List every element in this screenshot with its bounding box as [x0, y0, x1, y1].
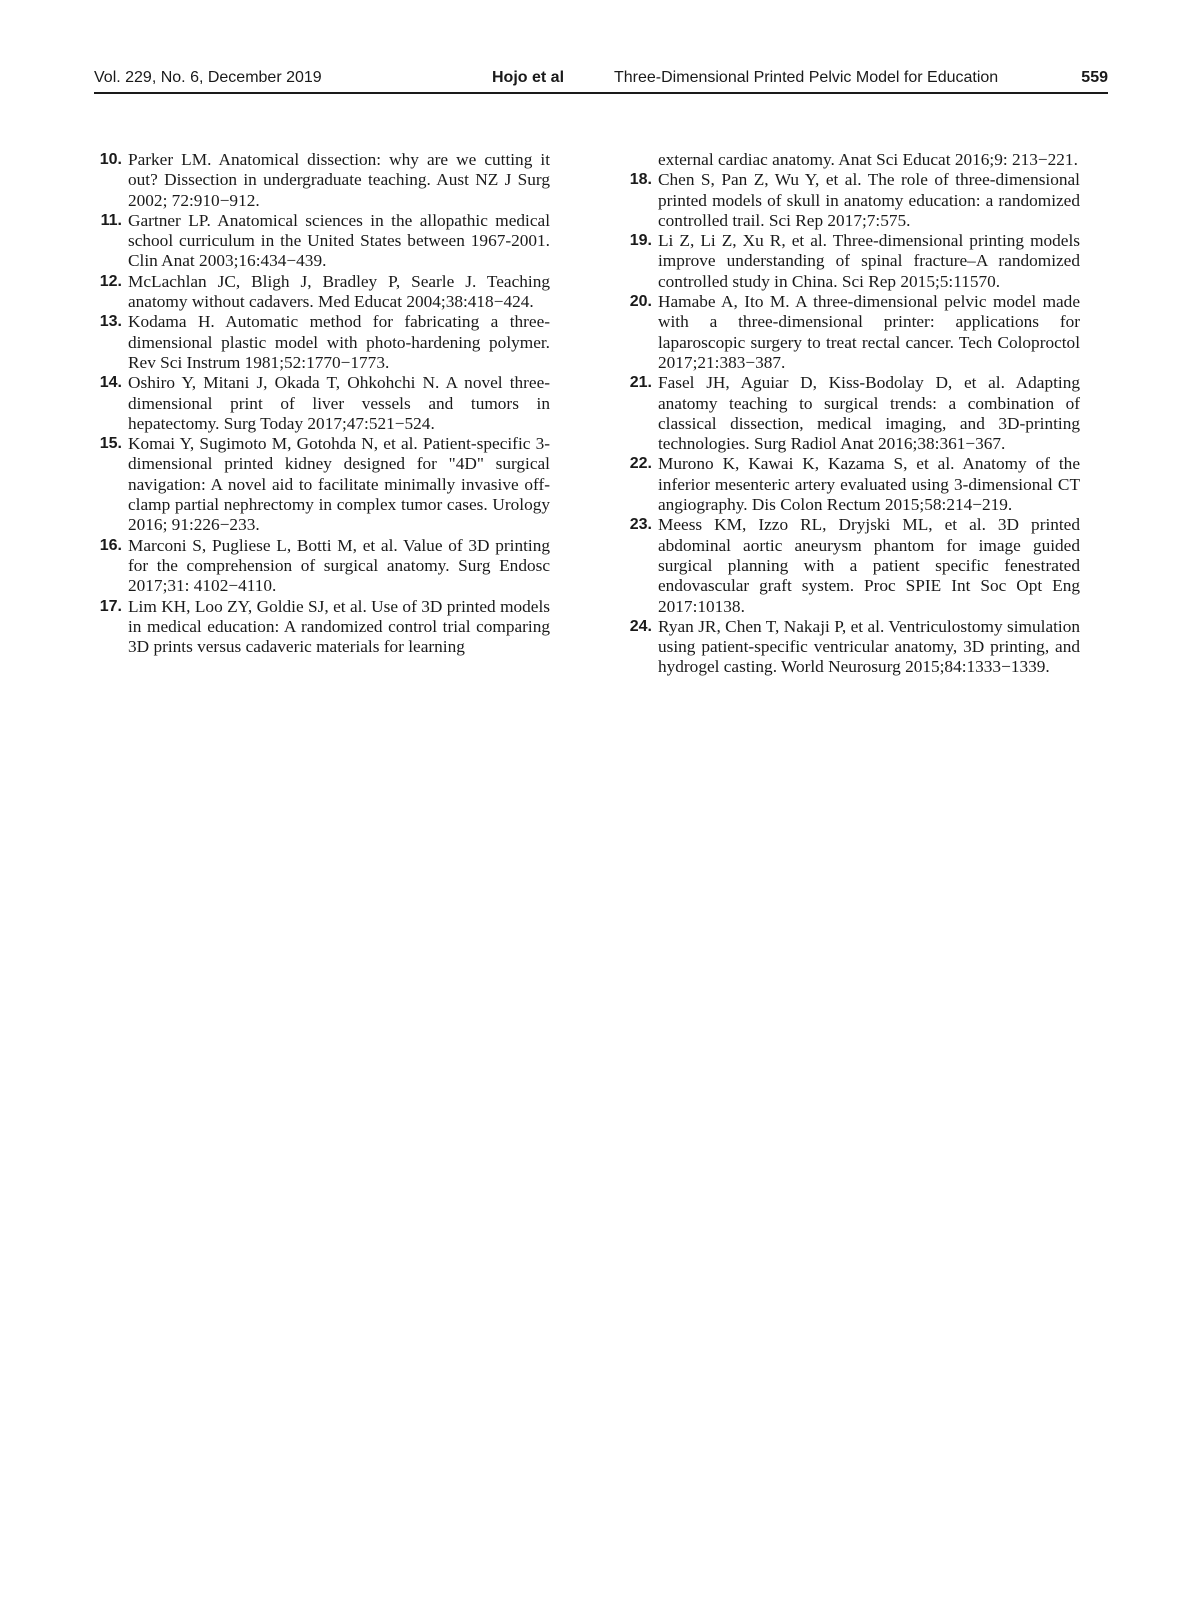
reference-text: McLachlan JC, Bligh J, Bradley P, Searle J. Teaching anatomy without cadavers. Med Educat 2004;38:418−424.	[128, 271, 550, 312]
reference-text: external cardiac anatomy. Anat Sci Educat 2016;9: 213−221.	[658, 150, 1078, 169]
reference-text: Fasel JH, Aguiar D, Kiss-Bodolay D, et al. Adapting anatomy teaching to surgical trends: a combination of classical dissection, medical imaging, and 3D-printing technologies. Surg Radiol Anat 2016;38:361−367.	[658, 373, 1080, 454]
reference-item	[94, 536, 550, 597]
reference-item	[624, 231, 1080, 292]
reference-text: Kodama H. Automatic method for fabricating a three-dimensional plastic model with photo-hardening polymer. Rev Sci Instrum 1981;52:1770−1773.	[128, 312, 550, 372]
running-header	[94, 66, 1108, 94]
reference-item	[624, 454, 1080, 515]
reference-item	[94, 150, 550, 211]
reference-item	[624, 170, 1080, 231]
reference-number: 21.	[629, 374, 652, 392]
reference-item	[94, 434, 550, 535]
reference-item	[624, 617, 1080, 678]
reference-item	[94, 211, 550, 272]
reference-number: 10.	[99, 151, 122, 168]
reference-number: 19.	[629, 232, 652, 250]
reference-number: 22.	[629, 455, 652, 473]
reference-item	[94, 597, 550, 658]
reference-item	[94, 272, 550, 313]
reference-text: Hamabe A, Ito M. A three-dimensional pelvic model made with a three-dimensional printer: applications for laparoscopic surgery to treat rectal cancer. Tech Coloproctol 2017;21:383−387.	[658, 292, 1080, 372]
reference-number: 14.	[99, 374, 122, 392]
references-left-column	[94, 150, 550, 657]
reference-text: Chen S, Pan Z, Wu Y, et al. The role of three-dimensional printed models of skull in anatomy education: a randomized controlled trail. Sci Rep 2017;7:575.	[658, 170, 1080, 230]
reference-number: 13.	[99, 313, 122, 331]
reference-text: Gartner LP. Anatomical sciences in the allopathic medical school curriculum in the United States between 1967-2001. Clin Anat 2003;16:434−439.	[128, 210, 550, 271]
reference-text: Ryan JR, Chen T, Nakaji P, et al. Ventriculostomy simulation using patient-specific ventricular anatomy, 3D printing, and hydrogel casting. World Neurosurg 2015;84:1333−1339.	[658, 616, 1080, 677]
reference-number: 15.	[99, 435, 122, 453]
reference-number: 17.	[99, 597, 122, 615]
references-right-column	[624, 150, 1080, 678]
reference-text: Oshiro Y, Mitani J, Okada T, Ohkohchi N. A novel three-dimensional print of liver vessels and tumors in hepatectomy. Surg Today 2017;47:521−524.	[128, 373, 550, 433]
reference-text: Parker LM. Anatomical dissection: why are we cutting it out? Dissection in undergraduate teaching. Aust NZ J Surg 2002; 72:910−912.	[128, 150, 550, 210]
reference-number: 18.	[629, 171, 652, 189]
article-title: Three-Dimensional Printed Pelvic Model for Education	[614, 69, 999, 86]
reference-text: Komai Y, Sugimoto M, Gotohda N, et al. Patient-specific 3-dimensional printed kidney designed for "4D" surgical navigation: A novel aid to facilitate minimally invasive off-clamp partial nephrectomy in complex tumor cases. Urology 2016; 91:226−233.	[128, 434, 550, 535]
reference-text: Li Z, Li Z, Xu R, et al. Three-dimensional printing models improve understanding of spinal fracture–A randomized controlled study in China. Sci Rep 2015;5:11570.	[658, 231, 1080, 291]
reference-item-continued	[624, 150, 1080, 170]
reference-item	[624, 373, 1080, 454]
reference-number: 20.	[629, 293, 652, 311]
reference-item	[624, 292, 1080, 373]
reference-text: Murono K, Kawai K, Kazama S, et al. Anatomy of the inferior mesenteric artery evaluated using 3-dimensional CT angiography. Dis Colon Rectum 2015;58:214−219.	[658, 454, 1080, 515]
page-number: 559	[1081, 69, 1108, 86]
reference-number: 23.	[629, 516, 652, 534]
reference-number: 16.	[99, 536, 122, 554]
reference-item	[94, 373, 550, 434]
reference-item	[624, 515, 1080, 616]
reference-text: Lim KH, Loo ZY, Goldie SJ, et al. Use of 3D printed models in medical education: A randomized control trial comparing 3D prints versus cadaveric materials for learning	[128, 596, 550, 657]
article-authors: Hojo et al	[492, 69, 565, 86]
reference-text: Meess KM, Izzo RL, Dryjski ML, et al. 3D printed abdominal aortic aneurysm phantom for image guided surgical planning with a patient specific fenestrated endovascular graft system. Proc SPIE Int Soc Opt Eng 2017:10138.	[658, 515, 1080, 616]
reference-number: 12.	[99, 272, 122, 290]
reference-text: Marconi S, Pugliese L, Botti M, et al. Value of 3D printing for the comprehension of surgical anatomy. Surg Endosc 2017;31: 4102−4110.	[128, 535, 550, 596]
reference-item	[94, 312, 550, 373]
reference-number: 24.	[629, 617, 652, 635]
reference-number: 11.	[100, 211, 122, 229]
journal-volume: Vol. 229, No. 6, December 2019	[94, 69, 322, 86]
